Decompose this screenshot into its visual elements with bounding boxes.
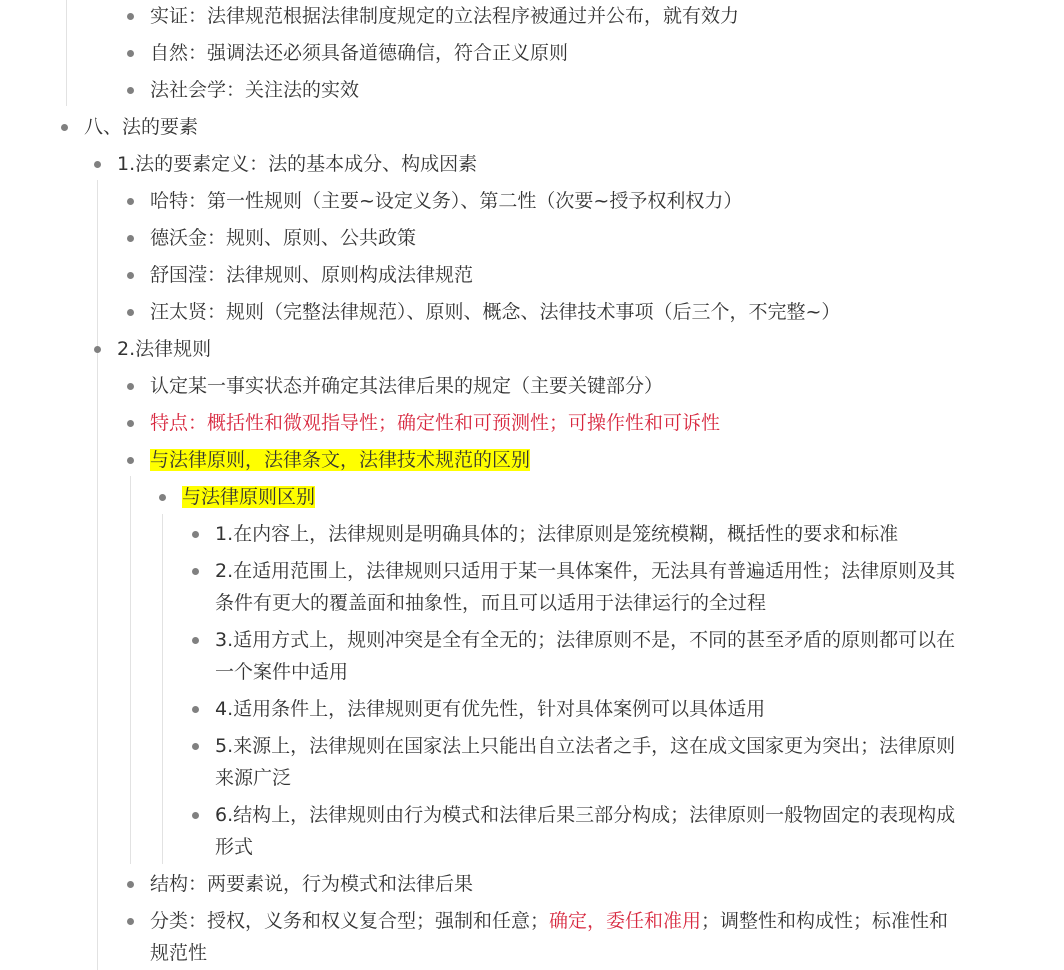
list-item-text: 来源广泛	[215, 767, 292, 789]
list-bullet	[192, 568, 199, 575]
indent-guide	[162, 514, 163, 864]
list-item-text: 形式	[215, 836, 254, 858]
list-item-text: 自然：强调法还必须具备道德确信，符合正义原则	[150, 42, 569, 64]
list-bullet	[94, 161, 101, 168]
text-run: ；调整性和构成性；标准性和	[701, 910, 949, 932]
list-item-text: 6.结构上，法律规则由行为模式和法律后果三部分构成；法律原则一般物固定的表现构成	[215, 804, 956, 826]
text-run-red: 确定，委任和准用	[549, 910, 702, 932]
list-item-text: 条件有更大的覆盖面和抽象性，而且可以适用于法律运行的全过程	[215, 592, 767, 614]
list-bullet	[159, 494, 166, 501]
list-bullet	[127, 457, 134, 464]
list-bullet	[127, 50, 134, 57]
section-heading: 八、法的要素	[84, 116, 199, 138]
list-item-text: 一个案件中适用	[215, 661, 349, 683]
list-item-text: 德沃金：规则、原则、公共政策	[150, 227, 417, 249]
list-bullet	[127, 13, 134, 20]
list-item-text: 1.在内容上，法律规则是明确具体的；法律原则是笼统模糊，概括性的要求和标准	[215, 523, 899, 545]
indent-guide	[130, 476, 131, 864]
list-item-text: 认定某一事实状态并确定其法律后果的规定（主要关键部分）	[150, 375, 664, 397]
indent-guide	[97, 180, 98, 970]
list-bullet	[61, 124, 68, 131]
list-bullet	[192, 743, 199, 750]
highlight: 与法律原则，法律条文，法律技术规范的区别	[150, 449, 531, 471]
list-bullet	[127, 309, 134, 316]
list-item-text: 2.在适用范围上，法律规则只适用于某一具体案件，无法具有普遍适用性；法律原则及其	[215, 560, 956, 582]
list-item-text: 哈特：第一性规则（主要~设定义务）、第二性（次要~授予权利权力）	[150, 190, 743, 212]
indent-guide	[66, 0, 67, 106]
list-bullet	[127, 87, 134, 94]
list-bullet	[192, 706, 199, 713]
list-bullet	[192, 637, 199, 644]
list-bullet	[127, 918, 134, 925]
list-bullet	[127, 383, 134, 390]
list-bullet	[192, 812, 199, 819]
list-item-text: 结构：两要素说，行为模式和法律后果	[150, 873, 474, 895]
list-item-text-red: 特点：概括性和微观指导性；确定性和可预测性；可操作性和可诉性	[150, 412, 721, 434]
list-bullet	[192, 531, 199, 538]
list-item-text-highlighted	[182, 481, 315, 513]
list-item-text	[150, 905, 948, 937]
highlight: 与法律原则区别	[182, 486, 316, 508]
list-item-text: 4.适用条件上，法律规则更有优先性，针对具体案例可以具体适用	[215, 698, 766, 720]
list-item-text: 1.法的要素定义：法的基本成分、构成因素	[117, 153, 478, 175]
list-bullet	[127, 235, 134, 242]
list-bullet	[127, 420, 134, 427]
list-bullet	[127, 272, 134, 279]
list-bullet	[94, 346, 101, 353]
list-item-text: 汪太贤：规则（完整法律规范）、原则、概念、法律技术事项（后三个，不完整~）	[150, 301, 841, 323]
list-bullet	[127, 198, 134, 205]
list-item-text: 2.法律规则	[117, 338, 212, 360]
list-item-text: 5.来源上，法律规则在国家法上只能出自立法者之手，这在成文国家更为突出；法律原则	[215, 735, 956, 757]
list-item-text: 法社会学：关注法的实效	[150, 79, 360, 101]
list-item-text: 规范性	[150, 942, 208, 964]
list-bullet	[127, 881, 134, 888]
list-item-text-highlighted	[150, 444, 530, 476]
text-run: 分类：授权，义务和权义复合型；强制和任意；	[150, 910, 550, 932]
list-item-text: 实证：法律规范根据法律制度规定的立法程序被通过并公布，就有效力	[150, 5, 740, 27]
list-item-text: 3.适用方式上，规则冲突是全有全无的；法律原则不是，不同的甚至矛盾的原则都可以在	[215, 629, 956, 651]
list-item-text: 舒国滢：法律规则、原则构成法律规范	[150, 264, 474, 286]
